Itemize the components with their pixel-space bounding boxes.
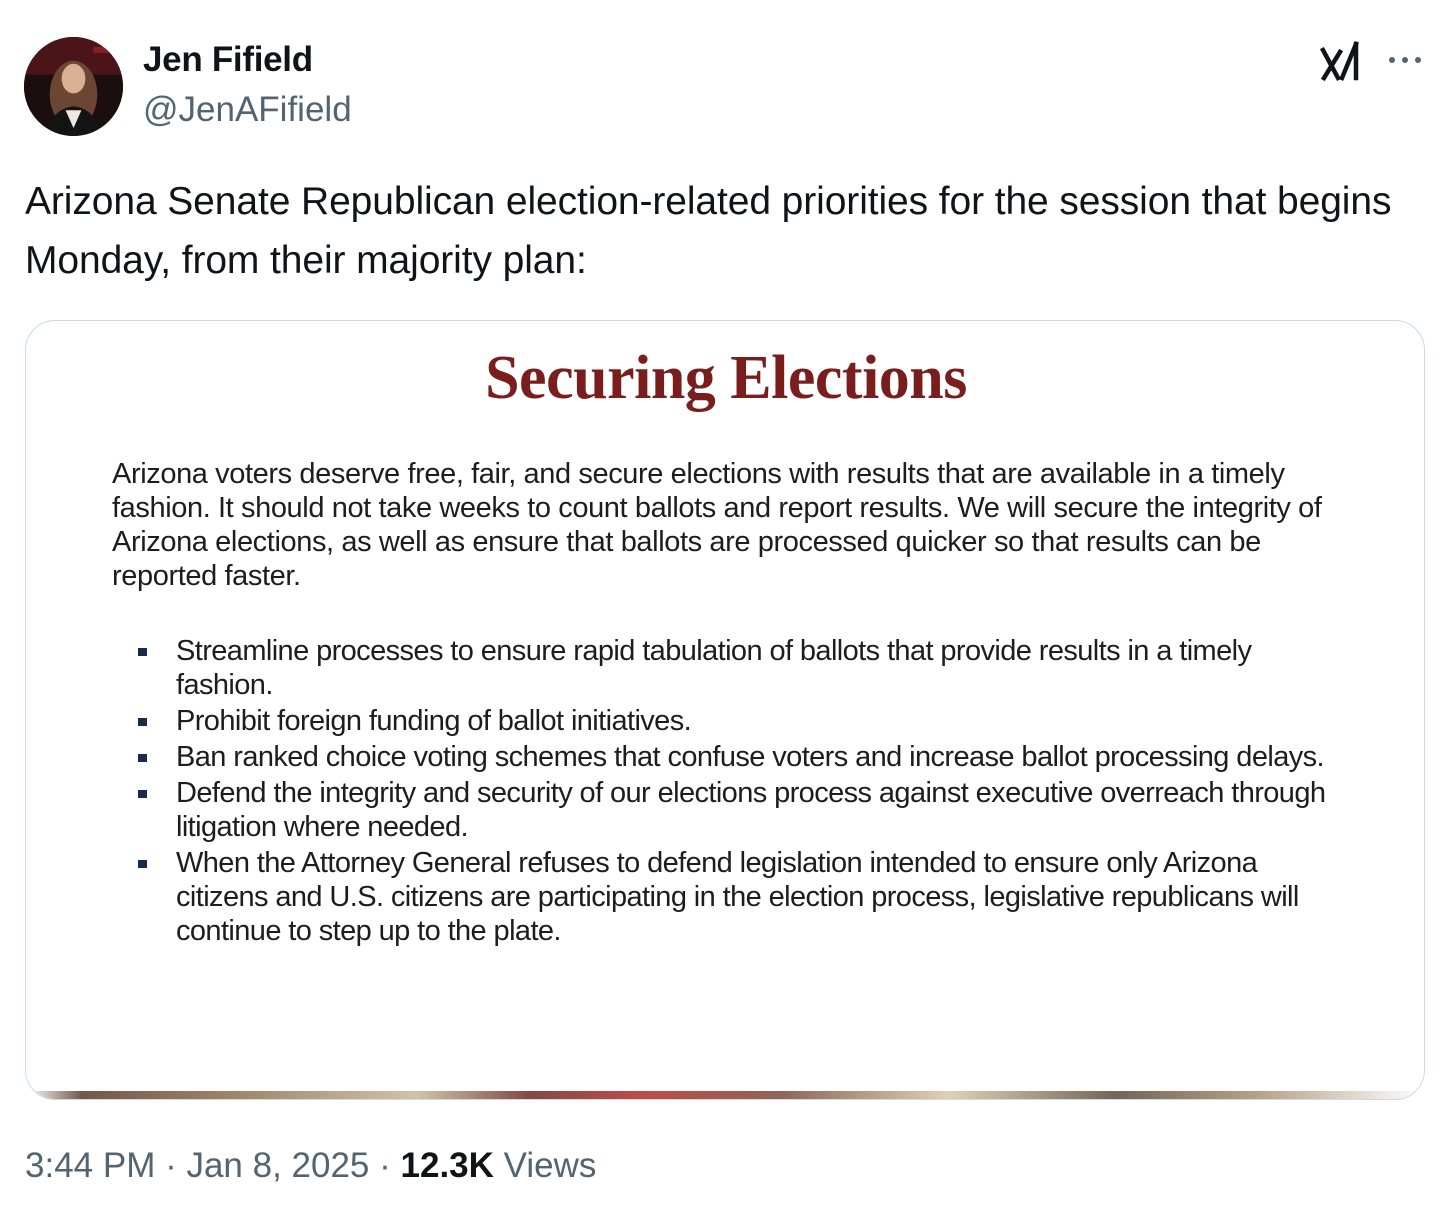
image-edge-strip <box>26 1091 1424 1099</box>
meta-separator: · <box>369 1146 401 1185</box>
bullet-text: Ban ranked choice voting schemes that confuse voters and increase ballot processing delays. <box>176 741 1324 773</box>
document-bullet <box>134 740 1354 774</box>
document-bullet-list <box>134 634 1354 950</box>
tweet-date[interactable]: Jan 8, 2025 <box>186 1146 370 1185</box>
avatar-image <box>24 37 123 136</box>
bullet-text: Streamline processes to ensure rapid tabulation of ballots that provide results in a timely fashion. <box>176 635 1252 701</box>
document-bullet <box>134 704 1354 738</box>
tweet-time[interactable]: 3:44 PM <box>25 1146 156 1185</box>
tweet-meta <box>25 1146 596 1186</box>
views-count: 12.3K <box>400 1146 494 1185</box>
meta-separator: · <box>155 1146 187 1185</box>
author-handle[interactable]: @JenAFifield <box>143 90 352 129</box>
tweet-image[interactable] <box>25 320 1425 1100</box>
bullet-text: When the Attorney General refuses to defend legislation intended to ensure only Arizona citizens and U.S. citizens are participating in the election process, legislative republicans will continue to step up to the plate. <box>176 847 1299 947</box>
grok-icon[interactable] <box>1318 38 1364 84</box>
author-display-name[interactable]: Jen Fifield <box>143 40 313 79</box>
bullet-icon <box>138 790 147 798</box>
document-bullet <box>134 776 1354 844</box>
bullet-icon <box>138 860 147 868</box>
document-bullet <box>134 634 1354 702</box>
document-title: Securing Elections <box>485 344 967 412</box>
bullet-icon <box>138 648 147 656</box>
views-label: Views <box>493 1146 597 1185</box>
bullet-icon <box>138 718 147 726</box>
document-intro: Arizona voters deserve free, fair, and secure elections with results that are available in a timely fashion. It should not take weeks to count ballots and report results. We will secure the integrity of Arizona elections, as well as ensure that ballots are processed quicker so that results can be reported faster. <box>112 458 1322 592</box>
bullet-text: Defend the integrity and security of our elections process against executive overreach through litigation where needed. <box>176 777 1326 843</box>
bullet-text: Prohibit foreign funding of ballot initiatives. <box>176 705 692 737</box>
tweet-text: Arizona Senate Republican election-related priorities for the session that begins Monday, from their majority plan: <box>25 180 1392 282</box>
document-bullet <box>134 846 1354 948</box>
avatar[interactable] <box>24 37 123 136</box>
bullet-icon <box>138 754 147 762</box>
more-icon[interactable] <box>1385 48 1425 72</box>
